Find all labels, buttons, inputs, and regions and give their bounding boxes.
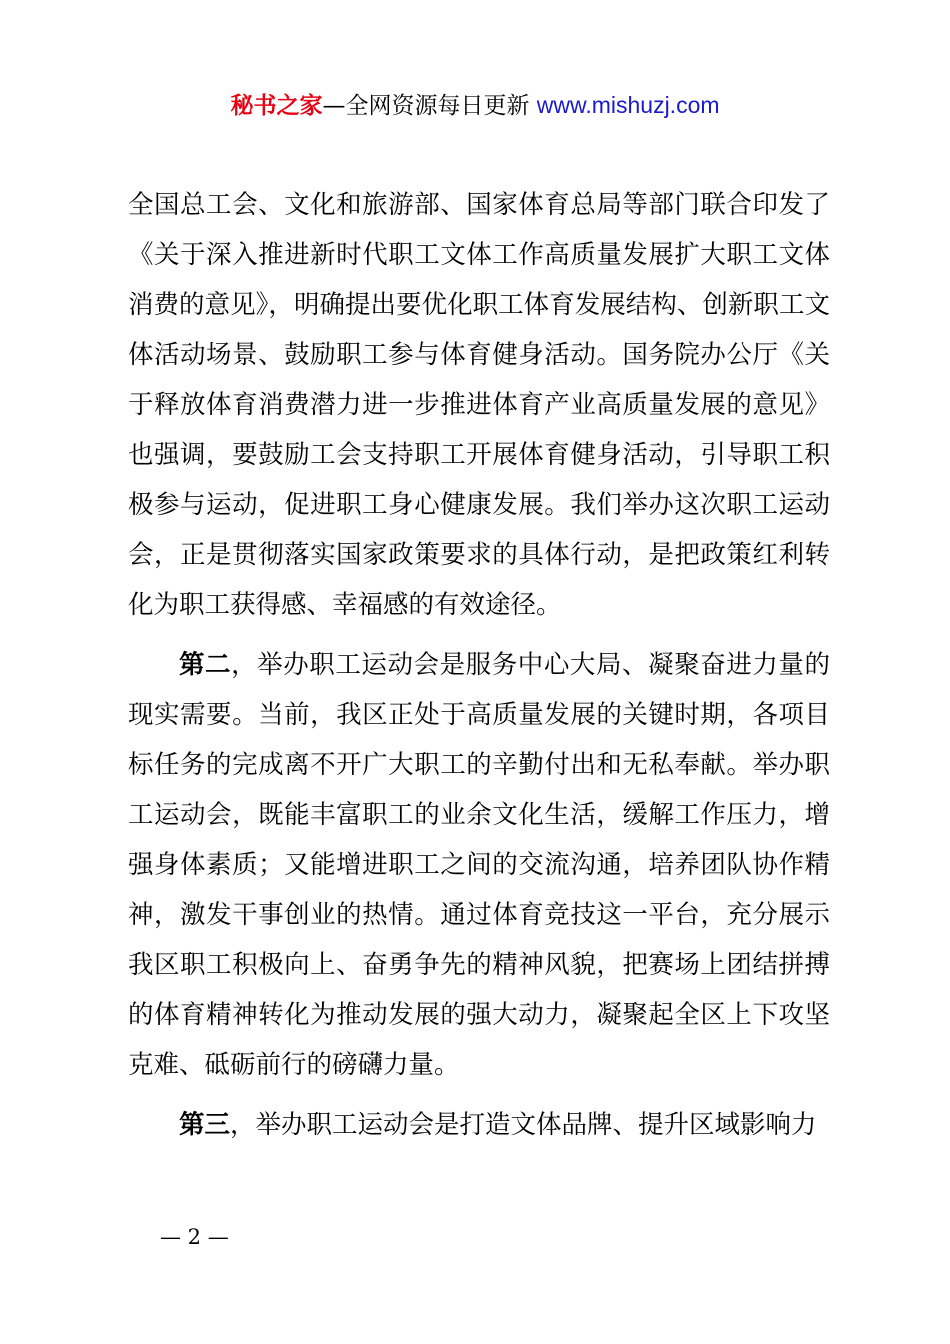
paragraph-text: ，举办职工运动会是服务中心大局、凝聚奋进力量的现实需要。当前，我区正处于高质量发展的关键时期，各项目标任务的完成离不开广大职工的辛勤付出和无私奉献。举办职工运动会，既能丰富职工的业余文化生活，缓解工作压力，增强身体素质；又能增进职工之间的交流沟通，培养团队协作精神，激发干事创业的热情。通过体育竞技这一平台，充分展示我区职工积极向上、奋勇争先的精神风貌，把赛场上团结拼搏的体育精神转化为推动发展的强大动力，凝聚起全区上下攻坚克难、砥砺前行的磅礴力量。 — [128, 650, 830, 1080]
paragraph-lead: 第三 — [179, 1110, 231, 1140]
header-tagline: —全网资源每日更新 — [322, 93, 530, 119]
paragraph-text: 全国总工会、文化和旅游部、国家体育总局等部门联合印发了《关于深入推进新时代职工文体工作高质量发展扩大职工文体消费的意见》，明确提出要优化职工体育发展结构、创新职工文体活动场景、鼓励职工参与体育健身活动。国务院办公厅《关于释放体育消费潜力进一步推进体育产业高质量发展的意见》也强调，要鼓励工会支持职工开展体育健身活动，引导职工积极参与运动，促进职工身心健康发展。我们举办这次职工运动会，正是贯彻落实国家政策要求的具体行动，是把政策红利转化为职工获得感、幸福感的有效途径。 — [128, 190, 830, 620]
paragraph-text: ，举办职工运动会是打造文体品牌、提升区域影响力 — [230, 1110, 817, 1140]
paragraph-second — [128, 640, 830, 1090]
paragraph-lead: 第二 — [179, 650, 232, 680]
paragraph-third — [128, 1100, 830, 1150]
paragraph-continued — [128, 180, 830, 630]
site-header — [0, 88, 950, 123]
document-body — [128, 180, 830, 1150]
brand-name: 秘书之家 — [230, 93, 323, 119]
page-number: — 2 — — [160, 1225, 229, 1249]
site-url-link[interactable]: www.mishuzj.com — [536, 92, 720, 118]
